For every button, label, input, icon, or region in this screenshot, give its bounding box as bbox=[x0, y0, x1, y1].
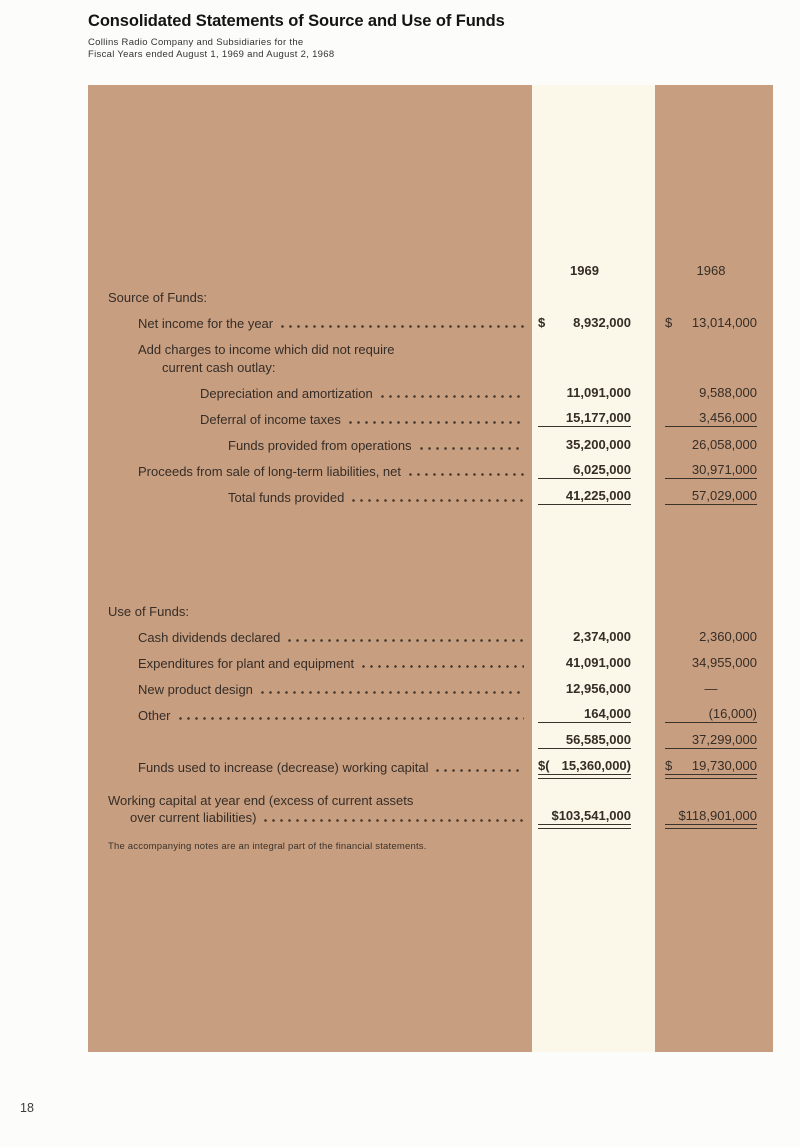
row-label: Funds provided from operations bbox=[228, 438, 412, 453]
table-row bbox=[88, 483, 773, 509]
value-1969-amount: 6,025,000 bbox=[573, 462, 631, 477]
row-label-wrap bbox=[88, 290, 773, 309]
value-1968-cell bbox=[655, 706, 773, 727]
value-1968-amount: 26,058,000 bbox=[691, 437, 757, 452]
value-1969 bbox=[538, 315, 631, 331]
value-1968-currency-prefix: $ bbox=[665, 315, 673, 330]
value-1969-cell bbox=[532, 315, 655, 335]
value-1968-cell bbox=[655, 410, 773, 431]
value-1969-amount: 41,091,000 bbox=[565, 655, 631, 670]
dotted-leader bbox=[261, 691, 524, 694]
document-subtitle bbox=[88, 37, 505, 61]
value-1968-amount: 37,299,000 bbox=[691, 732, 757, 747]
row-label-wrap bbox=[88, 604, 773, 623]
value-1968-cell bbox=[655, 315, 773, 335]
value-1969-cell bbox=[532, 385, 655, 405]
source-of-funds-section bbox=[88, 283, 773, 509]
value-1969-cell bbox=[532, 758, 655, 779]
value-1968 bbox=[665, 681, 757, 697]
dotted-leader bbox=[409, 473, 524, 476]
column-header-1968: 1968 bbox=[696, 263, 726, 278]
table-row bbox=[88, 309, 773, 335]
row-label: Proceeds from sale of long-term liabilities, net bbox=[138, 464, 402, 479]
value-1968-amount: 19,730,000 bbox=[691, 758, 757, 773]
row-label: Expenditures for plant and equipment bbox=[138, 656, 355, 671]
value-1969-cell bbox=[532, 462, 655, 483]
subtitle-line-2: Fiscal Years ended August 1, 1969 and August 2, 1968 bbox=[88, 49, 335, 60]
value-1968-cell bbox=[655, 655, 773, 675]
column-header-1969: 1969 bbox=[570, 263, 599, 278]
row-label-line-1: Working capital at year end (excess of current assets bbox=[108, 793, 414, 808]
value-1969 bbox=[538, 410, 631, 427]
value-1968-amount: (16,000) bbox=[708, 706, 757, 721]
value-1969-currency-prefix: $( bbox=[538, 758, 550, 773]
table-row bbox=[88, 623, 773, 649]
row-label-wrap bbox=[88, 412, 532, 431]
table-row bbox=[88, 431, 773, 457]
footnote: The accompanying notes are an integral part of the financial statements. bbox=[108, 841, 427, 852]
value-1969-cell bbox=[532, 732, 655, 753]
value-1968 bbox=[665, 437, 757, 453]
dotted-leader bbox=[362, 665, 524, 668]
value-1968-cell bbox=[655, 488, 773, 509]
value-1968-cell bbox=[655, 462, 773, 483]
value-1968-cell bbox=[655, 629, 773, 649]
row-label-line-2-wrap bbox=[88, 810, 532, 825]
value-1969-cell bbox=[532, 410, 655, 431]
row-label: Total funds provided bbox=[228, 490, 345, 505]
value-1969 bbox=[538, 629, 631, 645]
dotted-leader bbox=[381, 395, 524, 398]
value-1969-currency-prefix: $ bbox=[538, 315, 546, 330]
row-label-wrap bbox=[88, 386, 532, 405]
value-1968 bbox=[665, 410, 757, 427]
table-row bbox=[88, 727, 773, 753]
value-1969-amount: 35,200,000 bbox=[565, 437, 631, 452]
section-heading-row bbox=[88, 597, 773, 623]
value-1969-amount: $103,541,000 bbox=[551, 808, 631, 823]
statement-panel bbox=[88, 85, 773, 1052]
row-label: New product design bbox=[138, 682, 253, 697]
value-1969-amount: 8,932,000 bbox=[573, 315, 631, 330]
value-1969-cell bbox=[532, 488, 655, 509]
value-1968-amount: $118,901,000 bbox=[678, 808, 757, 823]
value-1968 bbox=[665, 315, 757, 331]
row-label: Net income for the year bbox=[138, 316, 274, 331]
column-header-1969-cell bbox=[532, 263, 655, 283]
value-1969-amount: 12,956,000 bbox=[565, 681, 631, 696]
value-1968-amount: — bbox=[704, 681, 718, 696]
value-1969-amount: 15,177,000 bbox=[565, 410, 631, 425]
value-1968 bbox=[665, 706, 757, 723]
document-header bbox=[88, 12, 505, 61]
row-label-wrap bbox=[88, 682, 532, 701]
value-1968-cell bbox=[655, 758, 773, 779]
row-label: Cash dividends declared bbox=[138, 630, 281, 645]
table-row bbox=[88, 335, 773, 361]
dotted-leader bbox=[264, 819, 524, 822]
table-row bbox=[88, 649, 773, 675]
value-1969-cell bbox=[532, 808, 655, 829]
column-header-row bbox=[88, 257, 773, 283]
value-1968 bbox=[665, 732, 757, 749]
table-row bbox=[88, 457, 773, 483]
value-1969 bbox=[538, 488, 631, 505]
value-1968-amount: 34,955,000 bbox=[691, 655, 757, 670]
value-1968 bbox=[665, 385, 757, 401]
value-1968 bbox=[665, 808, 757, 825]
value-1968-amount: 13,014,000 bbox=[691, 315, 757, 330]
value-1968-amount: 3,456,000 bbox=[699, 410, 757, 425]
row-label: Use of Funds: bbox=[108, 604, 189, 619]
value-1969-cell bbox=[532, 706, 655, 727]
row-label: Funds used to increase (decrease) working capital bbox=[138, 760, 429, 775]
value-1968 bbox=[665, 488, 757, 505]
value-1968-amount: 30,971,000 bbox=[691, 462, 757, 477]
use-of-funds-section bbox=[88, 597, 773, 829]
section-heading-row bbox=[88, 283, 773, 309]
value-1968 bbox=[665, 462, 757, 479]
value-1969 bbox=[538, 808, 631, 825]
value-1968 bbox=[665, 655, 757, 671]
table-row bbox=[88, 701, 773, 727]
table-row bbox=[88, 785, 773, 829]
table-row bbox=[88, 753, 773, 779]
value-1968-cell bbox=[655, 808, 773, 829]
table-row bbox=[88, 675, 773, 701]
value-1968 bbox=[665, 758, 757, 775]
value-1968-currency-prefix: $ bbox=[665, 758, 673, 773]
value-1969 bbox=[538, 681, 631, 697]
value-1969-amount: 11,091,000 bbox=[566, 385, 631, 400]
value-1968 bbox=[665, 629, 757, 645]
value-1969-cell bbox=[532, 629, 655, 649]
row-label: Other bbox=[138, 708, 171, 723]
value-1969-amount: 56,585,000 bbox=[565, 732, 631, 747]
value-1969 bbox=[538, 758, 631, 775]
value-1968-amount: 2,360,000 bbox=[699, 629, 757, 644]
dotted-leader bbox=[288, 639, 524, 642]
table-row bbox=[88, 361, 773, 379]
row-label: current cash outlay: bbox=[162, 360, 276, 375]
row-label-block bbox=[88, 792, 532, 829]
value-1969-cell bbox=[532, 681, 655, 701]
page-title: Consolidated Statements of Source and Use of Funds bbox=[88, 12, 505, 30]
value-1969 bbox=[538, 462, 631, 479]
value-1968-amount: 57,029,000 bbox=[691, 488, 757, 503]
row-label-wrap bbox=[88, 760, 532, 779]
dotted-leader bbox=[436, 769, 524, 772]
value-1969 bbox=[538, 385, 631, 401]
value-1969-cell bbox=[532, 437, 655, 457]
value-1968-cell bbox=[655, 385, 773, 405]
value-1968-cell bbox=[655, 437, 773, 457]
value-1968-cell bbox=[655, 681, 773, 701]
value-1969-cell bbox=[532, 655, 655, 675]
dotted-leader bbox=[420, 447, 524, 450]
row-label-wrap bbox=[88, 438, 532, 457]
dotted-leader bbox=[281, 325, 524, 328]
row-label-wrap bbox=[88, 656, 532, 675]
row-label-wrap bbox=[88, 490, 532, 509]
page-number: 18 bbox=[20, 1101, 34, 1115]
value-1969-amount: 41,225,000 bbox=[565, 488, 631, 503]
row-label-wrap bbox=[88, 360, 773, 379]
dotted-leader bbox=[179, 717, 524, 720]
value-1969 bbox=[538, 732, 631, 749]
row-label-wrap bbox=[88, 342, 773, 361]
table-row bbox=[88, 379, 773, 405]
value-1969-amount: 2,374,000 bbox=[573, 629, 631, 644]
row-label: Add charges to income which did not require bbox=[138, 342, 395, 357]
value-1969-amount: 15,360,000) bbox=[561, 758, 631, 773]
row-label-line-2: over current liabilities) bbox=[130, 810, 257, 825]
value-1969 bbox=[538, 655, 631, 671]
row-label-wrap bbox=[88, 464, 532, 483]
row-label-wrap bbox=[88, 708, 532, 727]
dotted-leader bbox=[349, 421, 524, 424]
subtitle-line-1: Collins Radio Company and Subsidiaries for the bbox=[88, 37, 304, 48]
value-1969 bbox=[538, 706, 631, 723]
value-1969-amount: 164,000 bbox=[584, 706, 631, 721]
column-header-1968-cell bbox=[655, 263, 773, 283]
row-label-wrap bbox=[88, 630, 532, 649]
row-label-wrap bbox=[88, 316, 532, 335]
dotted-leader bbox=[352, 499, 524, 502]
value-1969 bbox=[538, 437, 631, 453]
value-1968-amount: 9,588,000 bbox=[699, 385, 757, 400]
row-label: Deferral of income taxes bbox=[200, 412, 341, 427]
statement-table bbox=[88, 85, 773, 852]
table-row bbox=[88, 405, 773, 431]
row-label: Source of Funds: bbox=[108, 290, 207, 305]
row-label: Depreciation and amortization bbox=[200, 386, 373, 401]
value-1968-cell bbox=[655, 732, 773, 753]
